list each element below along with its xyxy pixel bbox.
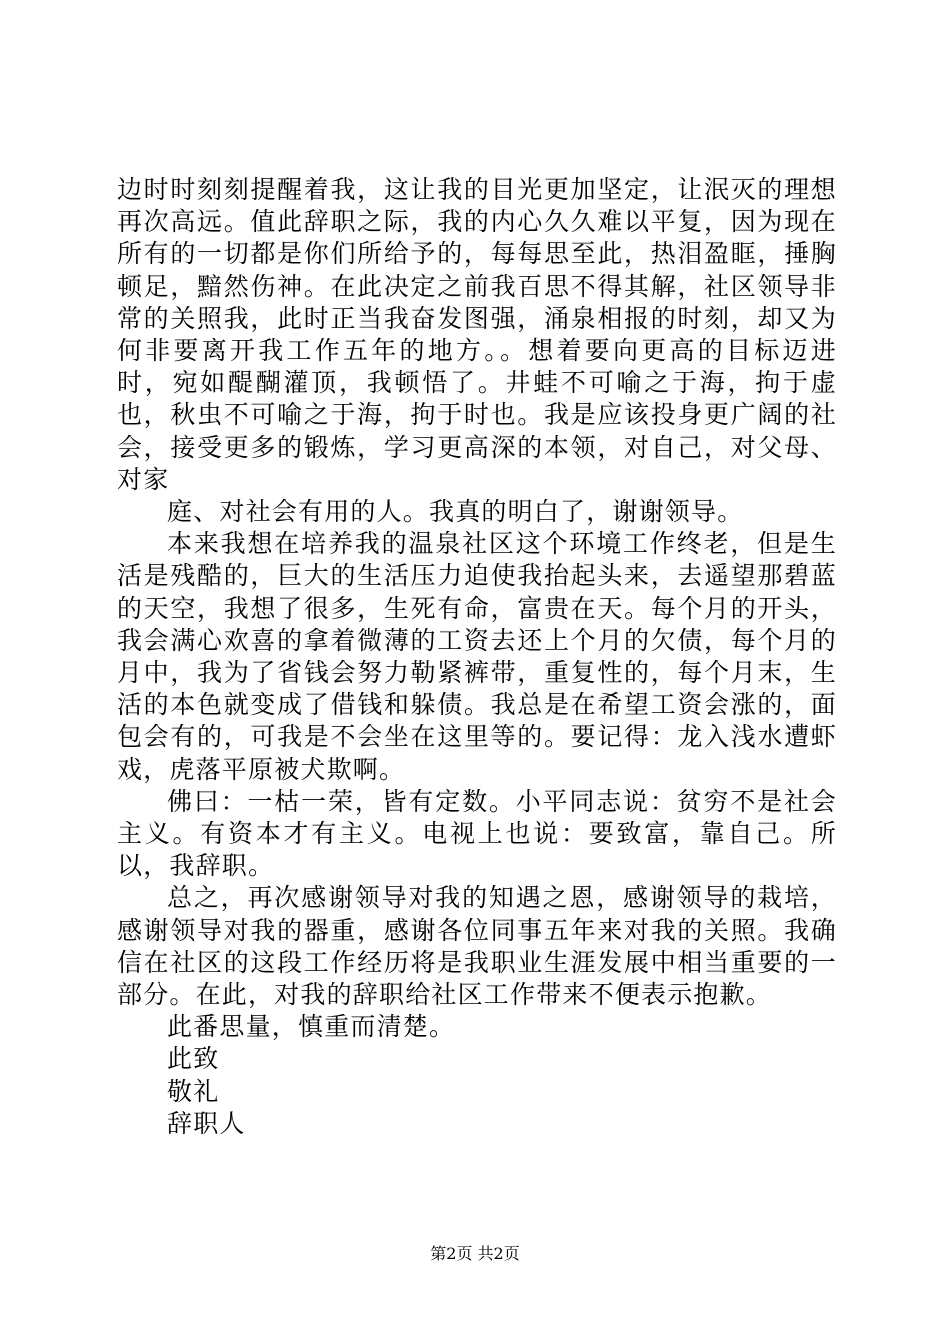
document-body	[117, 174, 837, 1140]
paragraph-continued: 边时时刻刻提醒着我，这让我的目光更加坚定，让泯灭的理想再次高远。值此辞职之际，我的内心久久难以平复，因为现在所有的一切都是你们所给予的，每每思至此，热泪盈眶，捶胸顿足，黯然伤神。在此决定之前我百思不得其解，社区领导非常的关照我，此时正当我奋发图强，涌泉相报的时刻，却又为何非要离开我工作五年的地方。。想着要向更高的目标迈进时，宛如醍醐灌顶，我顿悟了。井蛙不可喻之于海，拘于虚也，秋虫不可喻之于海，拘于时也。我是应该投身更广阔的社会，接受更多的锻炼，学习更高深的本领，对自己，对父母、对家	[117, 175, 837, 494]
paragraph-thanks: 总之，再次感谢领导对我的知遇之恩，感谢领导的栽培，感谢领导对我的器重，感谢各位同事五年来对我的关照。我确信在社区的这段工作经历将是我职业生涯发展中相当重要的一部分。在此，对我的辞职给社区工作带来不便表示抱歉。	[117, 883, 837, 1010]
paragraph-buddha-quote: 佛曰：一枯一荣，皆有定数。小平同志说：贫穷不是社会主义。有资本才有主义。电视上也说：要致富，靠自己。所以，我辞职。	[117, 786, 837, 881]
closing-salutation: 此致	[167, 1044, 220, 1074]
signature-label: 辞职人	[167, 1108, 246, 1138]
page-footer	[0, 1243, 950, 1265]
paragraph-family-line: 庭、对社会有用的人。我真的明白了，谢谢领导。	[167, 497, 744, 527]
closing-regards: 敬礼	[167, 1076, 220, 1106]
paragraph-life-pressure: 本来我想在培养我的温泉社区这个环境工作终老，但是生活是残酷的，巨大的生活压力迫使我抬起头来，去遥望那碧蓝的天空，我想了很多，生死有命，富贵在天。每个月的开头，我会满心欢喜的拿着微薄的工资去还上个月的欠债，每个月的月中，我为了省钱会努力勒紧裤带，重复性的，每个月末，生活的本色就变成了借钱和躲债。我总是在希望工资会涨的，面包会有的，可我是不会坐在这里等的。要记得：龙入浅水遭虾戏，虎落平原被犬欺啊。	[117, 529, 837, 784]
page-number: 第2页 共2页	[430, 1244, 520, 1263]
paragraph-consideration: 此番思量，慎重而清楚。	[167, 1012, 456, 1042]
